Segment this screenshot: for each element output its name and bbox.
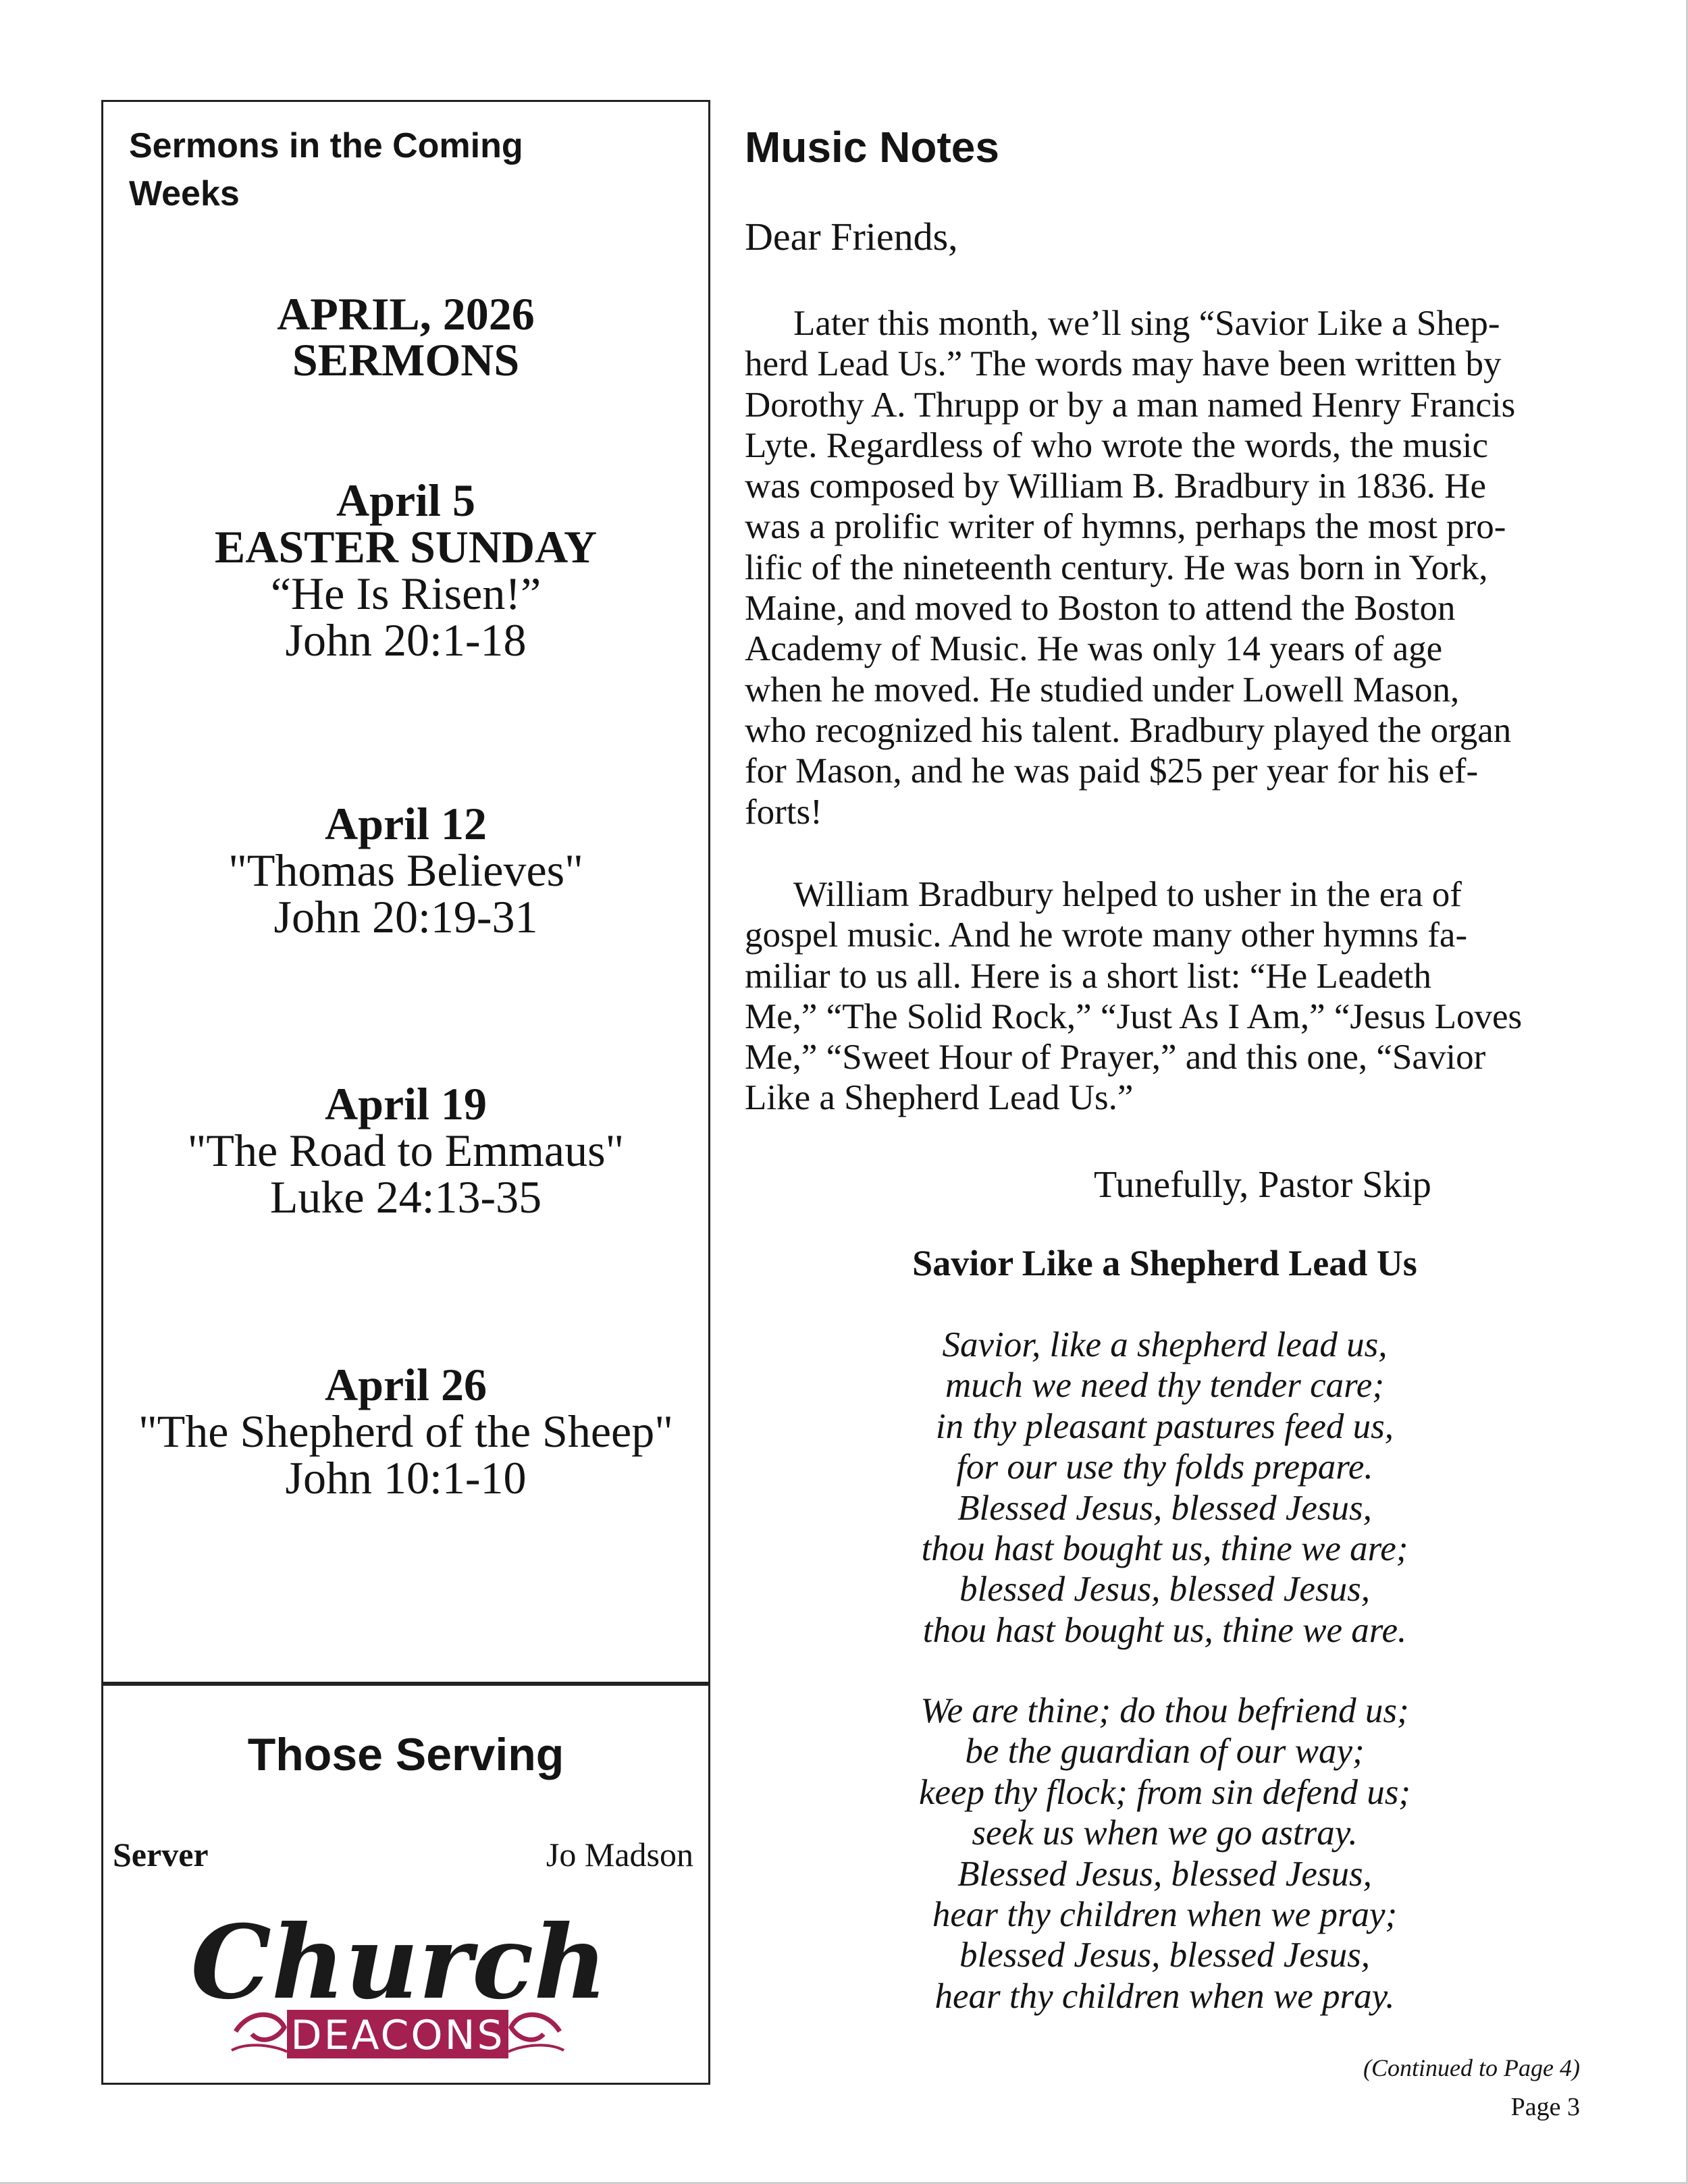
- verse-line: Blessed Jesus, blessed Jesus,: [957, 1488, 1372, 1528]
- verse-line: Savior, like a shepherd lead us,: [942, 1325, 1388, 1364]
- paragraph-line: miliar to us all. Here is a short list: “He Leadeth: [745, 956, 1432, 996]
- month-heading-line-1: APRIL, 2026: [277, 288, 535, 340]
- paragraph-line: William Bradbury helped to usher in the era of: [793, 875, 1462, 914]
- paragraph-line: lific of the nineteenth century. He was born in York,: [745, 548, 1488, 587]
- music-notes-title: Music Notes: [745, 123, 999, 171]
- verse-line: for our use thy folds prepare.: [956, 1447, 1373, 1487]
- those-serving-box: [101, 1684, 710, 2085]
- sermon-entry-april-12: [103, 798, 708, 942]
- paragraph-line: was composed by William B. Bradbury in 1836. He: [745, 467, 1486, 506]
- sermon-entry-april-5: [103, 477, 708, 664]
- sermon-occasion: EASTER SUNDAY: [214, 521, 598, 572]
- signature: Tunefully, Pastor Skip: [1094, 1164, 1431, 1206]
- sermon-scripture: John 20:19-31: [273, 891, 538, 942]
- paragraph-line: Dorothy A. Thrupp or by a man named Henry Francis: [745, 385, 1516, 425]
- sermons-box: [101, 100, 710, 1684]
- logo-word: Church: [190, 1903, 608, 2022]
- paragraph-1: [745, 303, 1623, 832]
- month-heading-line-2: SERMONS: [292, 334, 520, 385]
- paragraph-line: who recognized his talent. Bradbury played the organ: [745, 710, 1512, 750]
- those-serving-title: Those Serving: [247, 1729, 564, 1780]
- sermon-title: "The Road to Emmaus": [187, 1125, 625, 1176]
- serving-role-label: Server: [113, 1836, 209, 1873]
- paragraph-line: for Mason, and he was paid $25 per year for his ef-: [745, 751, 1479, 791]
- page-number: Page 3: [1510, 2093, 1580, 2121]
- paragraph-line: Academy of Music. He was only 14 years of age: [745, 629, 1443, 669]
- verse-line: much we need thy tender care;: [945, 1366, 1384, 1406]
- verse-line: be the guardian of our way;: [965, 1732, 1365, 1772]
- greeting: Dear Friends,: [745, 215, 958, 259]
- sermon-scripture: Luke 24:13-35: [269, 1171, 542, 1223]
- hymn-verse-1: [743, 1325, 1587, 1651]
- sermon-entry-april-26: [103, 1359, 708, 1503]
- verse-line: We are thine; do thou befriend us;: [920, 1691, 1409, 1730]
- verse-line: hear thy children when we pray.: [934, 1976, 1395, 2016]
- paragraph-line: Lyte. Regardless of who wrote the words, the music: [745, 425, 1488, 465]
- verse-line: Blessed Jesus, blessed Jesus,: [957, 1854, 1372, 1894]
- sermon-title: “He Is Risen!”: [270, 568, 542, 619]
- month-heading: [103, 288, 708, 385]
- sermon-date: April 5: [336, 475, 475, 526]
- verse-line: in thy pleasant pastures feed us,: [935, 1406, 1394, 1446]
- sermon-scripture: John 10:1-10: [285, 1452, 527, 1503]
- hymn-verse-2: [743, 1690, 1587, 2017]
- sermon-entry-april-19: [103, 1078, 708, 1223]
- sermon-date: April 26: [325, 1359, 487, 1410]
- paragraph-line: Like a Shepherd Lead Us.”: [745, 1078, 1134, 1118]
- paragraph-line: Me,” “Sweet Hour of Prayer,” and this one, “Savior: [745, 1038, 1486, 1077]
- paragraph-line: was a prolific writer of hymns, perhaps the most pro-: [745, 507, 1506, 547]
- paragraph-line: Later this month, we’ll sing “Savior Like a Shep-: [793, 304, 1500, 343]
- verse-line: keep thy flock; from sin defend us;: [918, 1772, 1411, 1812]
- verse-line: hear thy children when we pray;: [932, 1895, 1398, 1935]
- sermon-date: April 19: [325, 1078, 487, 1129]
- verse-line: blessed Jesus, blessed Jesus,: [959, 1570, 1370, 1609]
- paragraph-line: herd Lead Us.” The words may have been written by: [745, 344, 1502, 384]
- paragraph-line: Me,” “The Solid Rock,” “Just As I Am,” “Jesus Loves: [745, 996, 1523, 1036]
- verse-line: thou hast bought us, thine we are.: [922, 1610, 1407, 1650]
- paragraph-line: forts!: [745, 792, 822, 832]
- church-deacons-logo: [190, 1903, 608, 2062]
- sermon-title: "Thomas Believes": [228, 845, 583, 896]
- verse-line: blessed Jesus, blessed Jesus,: [959, 1936, 1370, 1975]
- sermon-title: "The Shepherd of the Sheep": [138, 1406, 673, 1457]
- paragraph-line: gospel music. And he wrote many other hymns fa-: [745, 915, 1468, 955]
- sermons-box-title: Sermons in the Coming Weeks: [129, 126, 523, 213]
- sermon-date: April 12: [325, 798, 487, 849]
- hymn-title: Savior Like a Shepherd Lead Us: [912, 1243, 1417, 1283]
- paragraph-line: when he moved. He studied under Lowell Mason,: [745, 670, 1460, 710]
- verse-line: thou hast bought us, thine we are;: [921, 1529, 1408, 1569]
- continued-note: (Continued to Page 4): [1363, 2054, 1580, 2081]
- paragraph-line: Maine, and moved to Boston to attend the Boston: [745, 589, 1456, 629]
- verse-line: seek us when we go astray.: [972, 1813, 1358, 1853]
- serving-person-name: Jo Madson: [546, 1836, 693, 1873]
- sermon-scripture: John 20:1-18: [285, 614, 527, 666]
- paragraph-2: [745, 874, 1623, 1119]
- logo-subword: DEACONS: [290, 2012, 505, 2059]
